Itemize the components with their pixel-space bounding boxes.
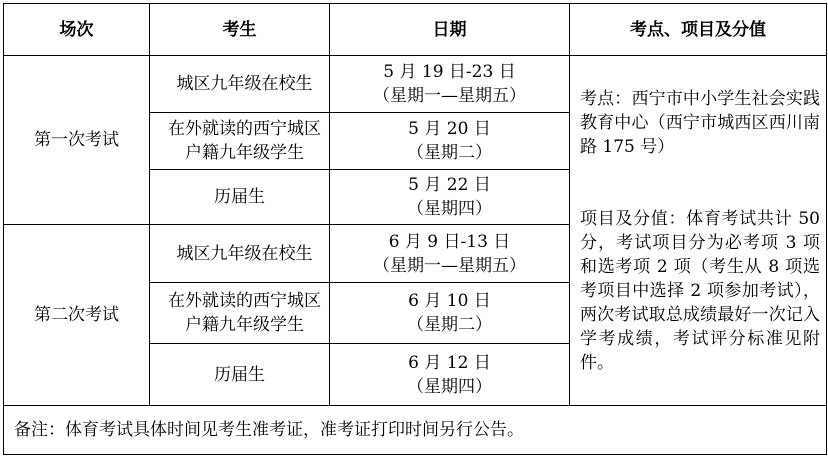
date-text: 5 月 19 日-23 日 — [383, 62, 516, 82]
date-cell — [330, 56, 570, 113]
weekday-text: （星期一—星期五） — [373, 86, 526, 106]
note-text: 备注：体育考试具体时间见考生准考证，准考证打印时间另行公告。 — [4, 406, 827, 455]
weekday-text: （星期一—星期五） — [373, 255, 526, 276]
date-cell — [330, 344, 570, 406]
candidate-cell: 城区九年级在校生 — [150, 56, 330, 113]
header-venue: 考点、项目及分值 — [570, 4, 827, 56]
date-cell — [330, 283, 570, 344]
note-row — [4, 406, 827, 455]
header-session: 场次 — [4, 4, 150, 56]
date-text: 6 月 9 日-13 日 — [388, 231, 511, 252]
venue-location: 考点：西宁市中小学生社会实践教育中心（西宁市城西区西川南路 175 号） — [580, 88, 820, 157]
table-header-row — [4, 4, 827, 56]
date-text: 6 月 10 日 — [408, 291, 491, 311]
weekday-text: （星期四） — [407, 199, 492, 219]
candidate-cell: 城区九年级在校生 — [150, 225, 330, 283]
weekday-text: （星期二） — [407, 315, 492, 335]
date-text: 5 月 20 日 — [408, 119, 491, 139]
header-candidate: 考生 — [150, 4, 330, 56]
table-row — [4, 56, 827, 113]
date-cell — [330, 225, 570, 283]
venue-info-cell — [570, 56, 827, 406]
weekday-text: （星期二） — [407, 143, 492, 163]
date-cell — [330, 113, 570, 170]
weekday-text: （星期四） — [407, 376, 492, 397]
date-text: 5 月 22 日 — [408, 175, 491, 195]
candidate-cell: 历届生 — [150, 344, 330, 406]
date-text: 6 月 12 日 — [408, 352, 491, 373]
exam-schedule-table — [3, 3, 827, 455]
session-name: 第一次考试 — [4, 56, 150, 225]
date-cell — [330, 170, 570, 225]
candidate-cell: 在外就读的西宁城区户籍九年级学生 — [150, 113, 330, 170]
candidate-cell: 在外就读的西宁城区户籍九年级学生 — [150, 283, 330, 344]
header-date: 日期 — [330, 4, 570, 56]
venue-items: 项目及分值：体育考试共计 50 分，考试项目分为必考项 3 项和选考项 2 项（考生从 8 项选考项目中选择 2 项参加考试），两次考试取总成绩最好一次记入学考成绩，考试评分标准见附件。 — [580, 208, 820, 373]
candidate-cell: 历届生 — [150, 170, 330, 225]
session-name: 第二次考试 — [4, 225, 150, 406]
